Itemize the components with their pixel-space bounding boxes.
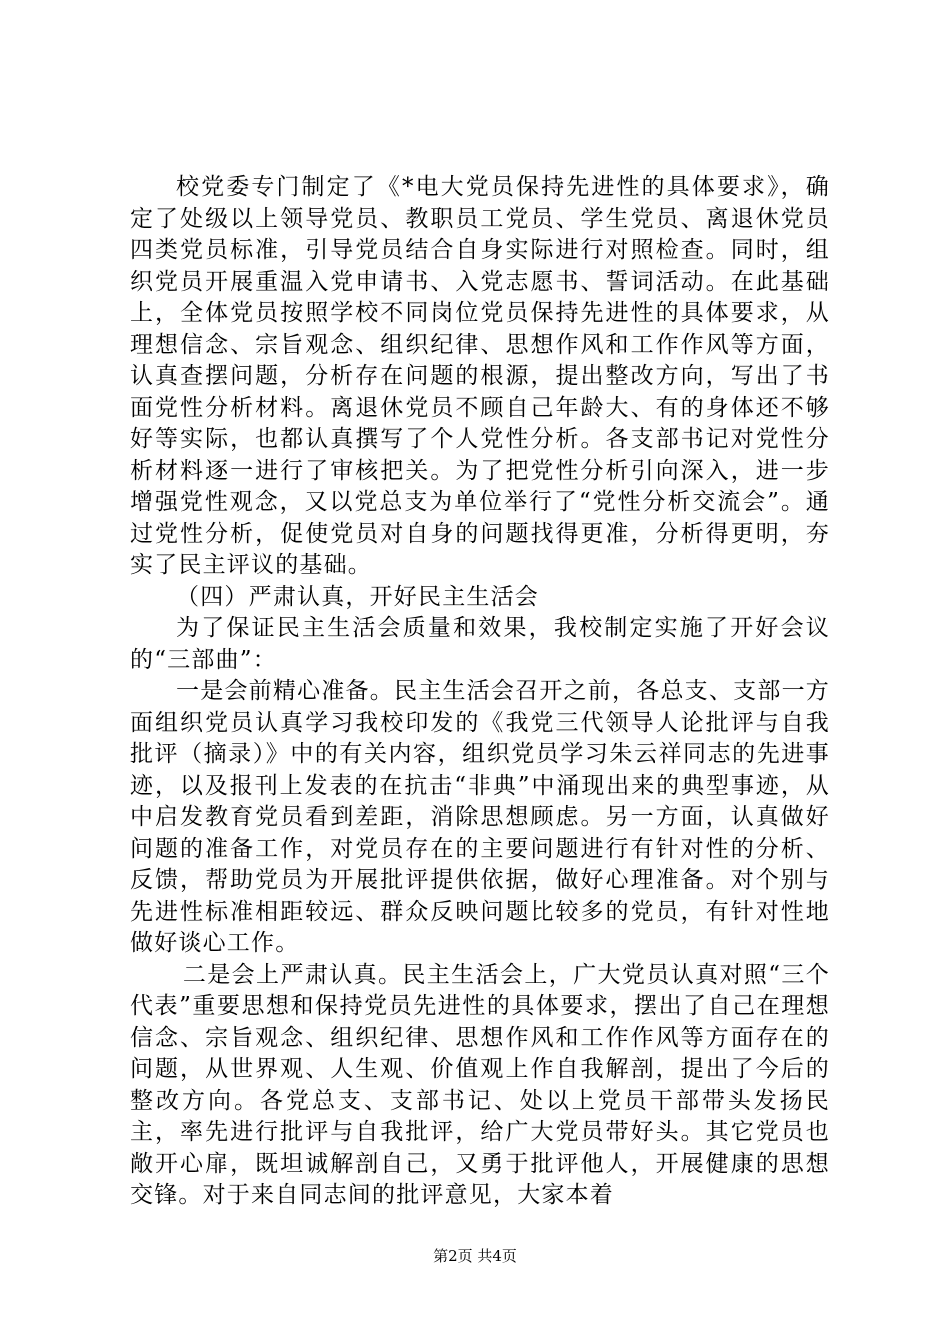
paragraph-meeting-conduct: 二是会上严肃认真。民主生活会上，广大党员认真对照“三个代表”重要思想和保持党员先进性的具体要求，摆出了自己在理想信念、宗旨观念、组织纪律、思想作风和工作作风等方面存在的问题，从世界观、人生观、价值观上作自我解剖，提出了今后的整改方向。各党总支、支部书记、处以上党员干部带头发扬民主，率先进行批评与自我批评，给广大党员带好头。其它党员也敞开心扉，既坦诚解剖自己，又勇于批评他人，开展健康的思想交锋。对于来自同志间的批评意见，大家本着 [130,961,830,1208]
page-number-label: 第2页 共4页 [433,1247,517,1265]
page-footer [0,1246,950,1266]
document-body [130,172,830,1212]
section-heading-democratic-life-meeting: （四）严肃认真，开好民主生活会 [176,583,539,610]
paragraph-three-steps-intro: 为了保证民主生活会质量和效果，我校制定实施了开好会议的“三部曲”： [130,615,830,673]
paragraph-party-analysis: 校党委专门制定了《*电大党员保持先进性的具体要求》，确定了处级以上领导党员、教职员工党员、学生党员、离退休党员四类党员标准，引导党员结合自身实际进行对照检查。同时，组织党员开展重温入党申请书、入党志愿书、誓词活动。在此基础上，全体党员按照学校不同岗位党员保持先进性的具体要求，从理想信念、宗旨观念、组织纪律、思想作风和工作作风等方面，认真查摆问题，分析存在问题的根源，提出整改方向，写出了书面党性分析材料。离退休党员不顾自己年龄大、有的身体还不够好等实际，也都认真撰写了个人党性分析。各支部书记对党性分析材料逐一进行了审核把关。为了把党性分析引向深入，进一步增强党性观念，又以党总支为单位举行了“党性分析交流会”。通过党性分析，促使党员对自身的问题找得更准，分析得更明，夯实了民主评议的基础。 [130,174,830,578]
paragraph-pre-meeting-preparation: 一是会前精心准备。民主生活会召开之前，各总支、支部一方面组织党员认真学习我校印发的《我党三代领导人论批评与自我批评（摘录）》中的有关内容，组织党员学习朱云祥同志的先进事迹，以及报刊上发表的在抗击“非典”中涌现出来的典型事迹，从中启发教育党员看到差距，消除思想顾虑。另一方面，认真做好问题的准备工作，对党员存在的主要问题进行有针对性的分析、反馈，帮助党员为开展批评提供依据，做好心理准备。对个别与先进性标准相距较远、群众反映问题比较多的党员，有针对性地做好谈心工作。 [130,678,830,956]
